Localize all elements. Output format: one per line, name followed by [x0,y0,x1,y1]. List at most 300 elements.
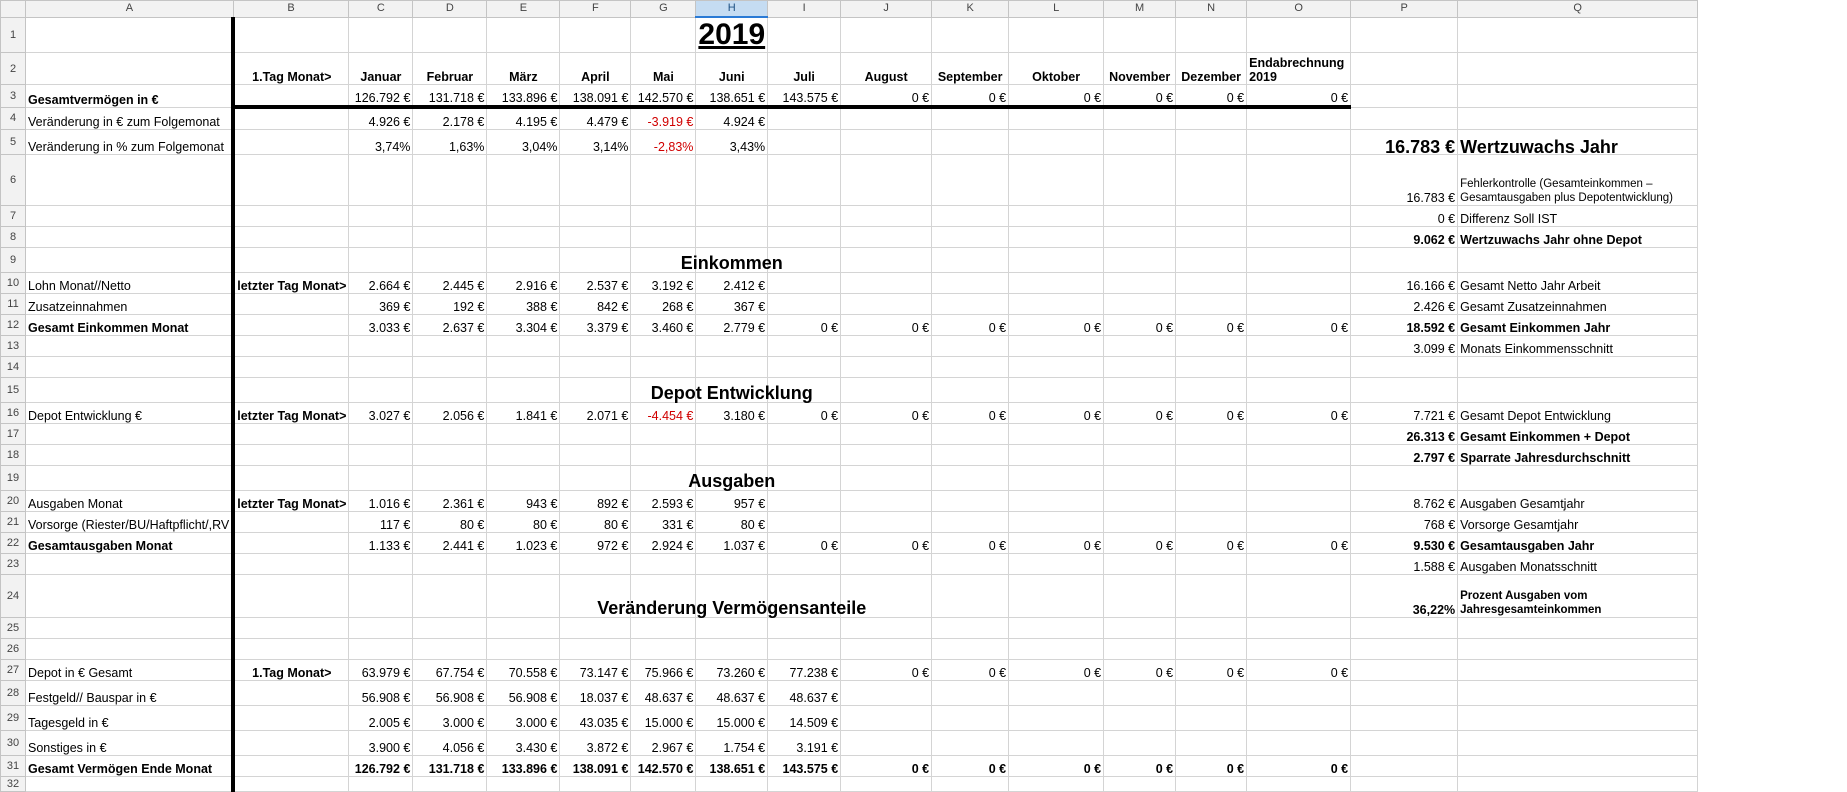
cell-a27[interactable]: Depot in € Gesamt [26,660,234,681]
cell-n23[interactable] [1176,554,1247,575]
cell-o8[interactable] [1247,227,1351,248]
cell-p2[interactable] [1351,53,1458,85]
cell-h30[interactable]: 1.754 € [696,731,768,756]
cell-e30[interactable]: 3.430 € [487,731,560,756]
cell-f28[interactable]: 18.037 € [560,681,631,706]
year-title[interactable]: 2019 [696,17,768,53]
cell-a1[interactable] [26,17,234,53]
row-header-3[interactable]: 3 [1,85,26,108]
cell-d22[interactable]: 2.441 € [413,533,487,554]
cell-q4[interactable] [1458,107,1698,130]
cell-l24[interactable] [1009,575,1104,618]
cell-i20[interactable] [768,491,841,512]
cell-l9[interactable] [1009,248,1104,273]
row-header-12[interactable]: 12 [1,315,26,336]
cell-i14[interactable] [768,357,841,378]
cell-d32[interactable] [413,777,487,792]
cell-p23[interactable]: 1.588 € [1351,554,1458,575]
cell-f1[interactable] [560,17,631,53]
cell-d28[interactable]: 56.908 € [413,681,487,706]
cell-o14[interactable] [1247,357,1351,378]
cell-g22[interactable]: 2.924 € [631,533,696,554]
cell-e3[interactable]: 133.896 € [487,85,560,108]
cell-q25[interactable] [1458,618,1698,639]
month-header-1[interactable]: Januar [349,53,413,85]
cell-i28[interactable]: 48.637 € [768,681,841,706]
cell-p28[interactable] [1351,681,1458,706]
cell-j25[interactable] [841,618,932,639]
column-header-j[interactable]: J [841,1,932,18]
cell-k32[interactable] [932,777,1009,792]
cell-b3[interactable] [233,85,349,108]
cell-b12[interactable] [233,315,349,336]
cell-l17[interactable] [1009,424,1104,445]
row-header-28[interactable]: 28 [1,681,26,706]
cell-n24[interactable] [1176,575,1247,618]
cell-k22[interactable]: 0 € [932,533,1009,554]
cell-h16[interactable]: 3.180 € [696,403,768,424]
cell-e12[interactable]: 3.304 € [487,315,560,336]
cell-q3[interactable] [1458,85,1698,108]
cell-k23[interactable] [932,554,1009,575]
cell-j7[interactable] [841,206,932,227]
cell-h32[interactable] [696,777,768,792]
cell-g30[interactable]: 2.967 € [631,731,696,756]
cell-m30[interactable] [1104,731,1176,756]
cell-k10[interactable] [932,273,1009,294]
row-header-11[interactable]: 11 [1,294,26,315]
cell-e17[interactable] [487,424,560,445]
cell-j29[interactable] [841,706,932,731]
cell-h20[interactable]: 957 € [696,491,768,512]
cell-m32[interactable] [1104,777,1176,792]
cell-h7[interactable] [696,206,768,227]
cell-j11[interactable] [841,294,932,315]
cell-m1[interactable] [1104,17,1176,53]
cell-n21[interactable] [1176,512,1247,533]
cell-m8[interactable] [1104,227,1176,248]
cell-e9[interactable] [487,248,560,273]
cell-m18[interactable] [1104,445,1176,466]
cell-e23[interactable] [487,554,560,575]
cell-o27[interactable]: 0 € [1247,660,1351,681]
cell-m5[interactable] [1104,130,1176,155]
cell-k27[interactable]: 0 € [932,660,1009,681]
cell-k24[interactable] [932,575,1009,618]
cell-o21[interactable] [1247,512,1351,533]
cell-d30[interactable]: 4.056 € [413,731,487,756]
column-header-o[interactable]: O [1247,1,1351,18]
cell-j23[interactable] [841,554,932,575]
cell-j12[interactable]: 0 € [841,315,932,336]
column-header-h[interactable]: H [696,1,768,18]
cell-e21[interactable]: 80 € [487,512,560,533]
cell-e5[interactable]: 3,04% [487,130,560,155]
month-header-4[interactable]: April [560,53,631,85]
cell-k29[interactable] [932,706,1009,731]
cell-b6[interactable] [233,155,349,206]
cell-j3[interactable]: 0 € [841,85,932,108]
cell-b5[interactable] [233,130,349,155]
row-header-21[interactable]: 21 [1,512,26,533]
cell-p20[interactable]: 8.762 € [1351,491,1458,512]
cell-k14[interactable] [932,357,1009,378]
cell-i27[interactable]: 77.238 € [768,660,841,681]
cell-e29[interactable]: 3.000 € [487,706,560,731]
cell-c4[interactable]: 4.926 € [349,107,413,130]
cell-m3[interactable]: 0 € [1104,85,1176,108]
cell-d24[interactable] [413,575,487,618]
cell-g23[interactable] [631,554,696,575]
cell-b17[interactable] [233,424,349,445]
row-header-10[interactable]: 10 [1,273,26,294]
cell-a29[interactable]: Tagesgeld in € [26,706,234,731]
cell-q24[interactable]: Prozent Ausgaben vom Jahresgesamteinkommen [1458,575,1698,618]
cell-q30[interactable] [1458,731,1698,756]
cell-d5[interactable]: 1,63% [413,130,487,155]
column-header-c[interactable]: C [349,1,413,18]
cell-a25[interactable] [26,618,234,639]
cell-l19[interactable] [1009,466,1104,491]
cell-d19[interactable] [413,466,487,491]
cell-q17[interactable]: Gesamt Einkommen + Depot [1458,424,1698,445]
cell-b19[interactable] [233,466,349,491]
cell-g32[interactable] [631,777,696,792]
cell-q11[interactable]: Gesamt Zusatzeinnahmen [1458,294,1698,315]
cell-l4[interactable] [1009,107,1104,130]
cell-c22[interactable]: 1.133 € [349,533,413,554]
section-title-r19[interactable] [688,466,776,491]
cell-n1[interactable] [1176,17,1247,53]
cell-g18[interactable] [631,445,696,466]
cell-e14[interactable] [487,357,560,378]
cell-c31[interactable]: 126.792 € [349,756,413,777]
cell-q1[interactable] [1458,17,1698,53]
cell-a7[interactable] [26,206,234,227]
cell-g12[interactable]: 3.460 € [631,315,696,336]
cell-n13[interactable] [1176,336,1247,357]
cell-n17[interactable] [1176,424,1247,445]
cell-e19[interactable] [487,466,560,491]
cell-g14[interactable] [631,357,696,378]
cell-q7[interactable]: Differenz Soll IST [1458,206,1698,227]
cell-j15[interactable] [841,378,932,403]
cell-m28[interactable] [1104,681,1176,706]
cell-q14[interactable] [1458,357,1698,378]
cell-q19[interactable] [1458,466,1698,491]
cell-e6[interactable] [487,155,560,206]
cell-h28[interactable]: 48.637 € [696,681,768,706]
cell-q31[interactable] [1458,756,1698,777]
cell-o23[interactable] [1247,554,1351,575]
cell-n16[interactable]: 0 € [1176,403,1247,424]
cell-a6[interactable] [26,155,234,206]
cell-i3[interactable]: 143.575 € [768,85,841,108]
cell-b11[interactable] [233,294,349,315]
cell-o20[interactable] [1247,491,1351,512]
cell-o12[interactable]: 0 € [1247,315,1351,336]
cell-j30[interactable] [841,731,932,756]
month-header-6[interactable]: Juni [696,53,768,85]
cell-m15[interactable] [1104,378,1176,403]
cell-i13[interactable] [768,336,841,357]
cell-d10[interactable]: 2.445 € [413,273,487,294]
cell-d31[interactable]: 131.718 € [413,756,487,777]
cell-l28[interactable] [1009,681,1104,706]
cell-h31[interactable]: 138.651 € [696,756,768,777]
row-header-17[interactable]: 17 [1,424,26,445]
cell-c3[interactable]: 126.792 € [349,85,413,108]
cell-e7[interactable] [487,206,560,227]
row-header-9[interactable]: 9 [1,248,26,273]
cell-p26[interactable] [1351,639,1458,660]
cell-a24[interactable] [26,575,234,618]
cell-a10[interactable]: Lohn Monat//Netto [26,273,234,294]
cell-l15[interactable] [1009,378,1104,403]
cell-j22[interactable]: 0 € [841,533,932,554]
cell-m4[interactable] [1104,107,1176,130]
cell-a9[interactable] [26,248,234,273]
cell-g6[interactable] [631,155,696,206]
cell-n18[interactable] [1176,445,1247,466]
row-header-20[interactable]: 20 [1,491,26,512]
cell-l3[interactable]: 0 € [1009,85,1104,108]
cell-b1[interactable] [233,17,349,53]
cell-l29[interactable] [1009,706,1104,731]
cell-b27[interactable]: 1.Tag Monat> [233,660,349,681]
row-header-15[interactable]: 15 [1,378,26,403]
cell-q21[interactable]: Vorsorge Gesamtjahr [1458,512,1698,533]
cell-j28[interactable] [841,681,932,706]
cell-n28[interactable] [1176,681,1247,706]
cell-d27[interactable]: 67.754 € [413,660,487,681]
column-header-k[interactable]: K [932,1,1009,18]
cell-q29[interactable] [1458,706,1698,731]
cell-d1[interactable] [413,17,487,53]
cell-e28[interactable]: 56.908 € [487,681,560,706]
cell-c25[interactable] [349,618,413,639]
select-all-corner[interactable] [1,1,26,18]
cell-p11[interactable]: 2.426 € [1351,294,1458,315]
cell-i21[interactable] [768,512,841,533]
column-header-m[interactable]: M [1104,1,1176,18]
cell-m29[interactable] [1104,706,1176,731]
column-header-d[interactable]: D [413,1,487,18]
cell-m10[interactable] [1104,273,1176,294]
cell-p29[interactable] [1351,706,1458,731]
cell-g1[interactable] [631,17,696,53]
cell-a30[interactable]: Sonstiges in € [26,731,234,756]
cell-j16[interactable]: 0 € [841,403,932,424]
month-header-3[interactable]: März [487,53,560,85]
cell-c1[interactable] [349,17,413,53]
cell-i8[interactable] [768,227,841,248]
column-header-e[interactable]: E [487,1,560,18]
month-header-8[interactable]: August [841,53,932,85]
cell-l30[interactable] [1009,731,1104,756]
cell-n30[interactable] [1176,731,1247,756]
month-header-12[interactable]: Dezember [1176,53,1247,85]
cell-b2[interactable]: 1.Tag Monat> [233,53,349,85]
cell-a13[interactable] [26,336,234,357]
cell-c29[interactable]: 2.005 € [349,706,413,731]
cell-o29[interactable] [1247,706,1351,731]
cell-p22[interactable]: 9.530 € [1351,533,1458,554]
cell-d29[interactable]: 3.000 € [413,706,487,731]
cell-h3[interactable]: 138.651 € [696,85,768,108]
cell-d15[interactable] [413,378,487,403]
cell-b25[interactable] [233,618,349,639]
cell-q32[interactable] [1458,777,1698,792]
cell-l18[interactable] [1009,445,1104,466]
column-header-f[interactable]: F [560,1,631,18]
cell-d4[interactable]: 2.178 € [413,107,487,130]
cell-i11[interactable] [768,294,841,315]
cell-j19[interactable] [841,466,932,491]
cell-p16[interactable]: 7.721 € [1351,403,1458,424]
cell-k19[interactable] [932,466,1009,491]
cell-d21[interactable]: 80 € [413,512,487,533]
cell-o24[interactable] [1247,575,1351,618]
row-header-25[interactable]: 25 [1,618,26,639]
cell-e20[interactable]: 943 € [487,491,560,512]
cell-m25[interactable] [1104,618,1176,639]
cell-g20[interactable]: 2.593 € [631,491,696,512]
cell-c30[interactable]: 3.900 € [349,731,413,756]
cell-p32[interactable] [1351,777,1458,792]
cell-p5[interactable]: 16.783 € [1351,130,1458,155]
cell-h6[interactable] [696,155,768,206]
cell-p13[interactable]: 3.099 € [1351,336,1458,357]
month-header-2[interactable]: Februar [413,53,487,85]
cell-m13[interactable] [1104,336,1176,357]
cell-m9[interactable] [1104,248,1176,273]
row-header-27[interactable]: 27 [1,660,26,681]
cell-f13[interactable] [560,336,631,357]
cell-m20[interactable] [1104,491,1176,512]
cell-b8[interactable] [233,227,349,248]
section-title-r15[interactable] [650,378,813,403]
cell-a19[interactable] [26,466,234,491]
cell-n32[interactable] [1176,777,1247,792]
cell-p1[interactable] [1351,17,1458,53]
cell-c12[interactable]: 3.033 € [349,315,413,336]
month-header-7[interactable]: Juli [768,53,841,85]
cell-i16[interactable]: 0 € [768,403,841,424]
cell-f12[interactable]: 3.379 € [560,315,631,336]
cell-h25[interactable] [696,618,768,639]
cell-n7[interactable] [1176,206,1247,227]
cell-n25[interactable] [1176,618,1247,639]
cell-d7[interactable] [413,206,487,227]
cell-b30[interactable] [233,731,349,756]
cell-b21[interactable] [233,512,349,533]
cell-c15[interactable] [349,378,413,403]
cell-b9[interactable] [233,248,349,273]
cell-f19[interactable] [560,466,631,491]
cell-i5[interactable] [768,130,841,155]
cell-p25[interactable] [1351,618,1458,639]
cell-l14[interactable] [1009,357,1104,378]
cell-l26[interactable] [1009,639,1104,660]
cell-g29[interactable]: 15.000 € [631,706,696,731]
cell-f8[interactable] [560,227,631,248]
cell-j8[interactable] [841,227,932,248]
cell-g7[interactable] [631,206,696,227]
cell-h17[interactable] [696,424,768,445]
cell-q27[interactable] [1458,660,1698,681]
cell-o9[interactable] [1247,248,1351,273]
cell-p10[interactable]: 16.166 € [1351,273,1458,294]
cell-f25[interactable] [560,618,631,639]
cell-m21[interactable] [1104,512,1176,533]
cell-l11[interactable] [1009,294,1104,315]
cell-e16[interactable]: 1.841 € [487,403,560,424]
row-header-29[interactable]: 29 [1,706,26,731]
cell-c14[interactable] [349,357,413,378]
cell-i26[interactable] [768,639,841,660]
cell-f11[interactable]: 842 € [560,294,631,315]
row-header-4[interactable]: 4 [1,107,26,130]
cell-e27[interactable]: 70.558 € [487,660,560,681]
cell-a31[interactable]: Gesamt Vermögen Ende Monat [26,756,234,777]
cell-g27[interactable]: 75.966 € [631,660,696,681]
row-header-18[interactable]: 18 [1,445,26,466]
cell-l12[interactable]: 0 € [1009,315,1104,336]
row-header-24[interactable]: 24 [1,575,26,618]
cell-e15[interactable] [487,378,560,403]
cell-d6[interactable] [413,155,487,206]
cell-n8[interactable] [1176,227,1247,248]
row-header-30[interactable]: 30 [1,731,26,756]
cell-o22[interactable]: 0 € [1247,533,1351,554]
cell-q6[interactable]: Fehlerkontrolle (Gesamteinkommen – Gesamtausgaben plus Depotentwicklung) [1458,155,1698,206]
cell-e22[interactable]: 1.023 € [487,533,560,554]
cell-l7[interactable] [1009,206,1104,227]
cell-l1[interactable] [1009,17,1104,53]
cell-k13[interactable] [932,336,1009,357]
cell-o4[interactable] [1247,107,1351,130]
cell-g28[interactable]: 48.637 € [631,681,696,706]
cell-q16[interactable]: Gesamt Depot Entwicklung [1458,403,1698,424]
cell-i32[interactable] [768,777,841,792]
cell-m27[interactable]: 0 € [1104,660,1176,681]
cell-k12[interactable]: 0 € [932,315,1009,336]
row-header-13[interactable]: 13 [1,336,26,357]
row-header-1[interactable]: 1 [1,17,26,53]
cell-o5[interactable] [1247,130,1351,155]
cell-a12[interactable]: Gesamt Einkommen Monat [26,315,234,336]
cell-o17[interactable] [1247,424,1351,445]
cell-q9[interactable] [1458,248,1698,273]
cell-c6[interactable] [349,155,413,206]
cell-l31[interactable]: 0 € [1009,756,1104,777]
cell-o26[interactable] [1247,639,1351,660]
cell-l6[interactable] [1009,155,1104,206]
cell-j14[interactable] [841,357,932,378]
cell-c18[interactable] [349,445,413,466]
cell-b16[interactable]: letzter Tag Monat> [233,403,349,424]
cell-h12[interactable]: 2.779 € [696,315,768,336]
cell-i19[interactable] [768,466,841,491]
cell-e31[interactable]: 133.896 € [487,756,560,777]
cell-e10[interactable]: 2.916 € [487,273,560,294]
cell-k18[interactable] [932,445,1009,466]
cell-f26[interactable] [560,639,631,660]
cell-f22[interactable]: 972 € [560,533,631,554]
cell-h8[interactable] [696,227,768,248]
cell-g10[interactable]: 3.192 € [631,273,696,294]
